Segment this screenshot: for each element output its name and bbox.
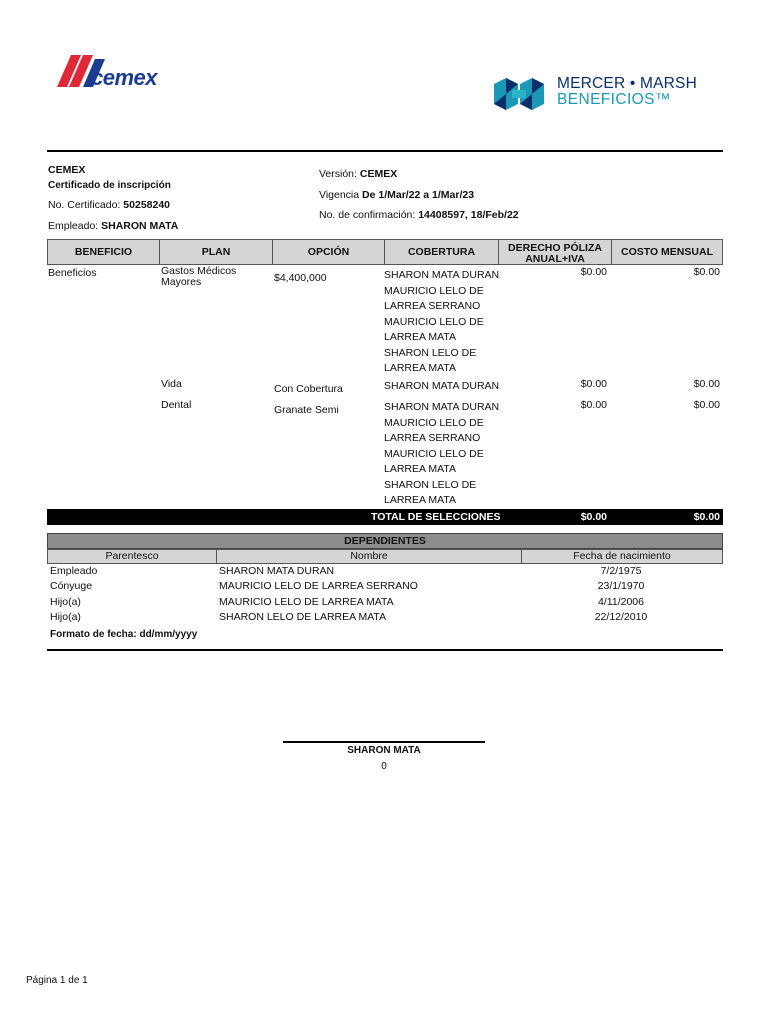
- col-costo: COSTO MENSUAL: [621, 246, 713, 258]
- coverage-line: LARREA MATA: [384, 494, 456, 506]
- mercer-line1: MERCER • MARSH: [557, 75, 697, 92]
- total-costo: $0.00: [693, 511, 720, 523]
- row2-derecho: $0.00: [580, 378, 607, 390]
- cemex-logo: [47, 53, 172, 89]
- signature-line: [283, 741, 485, 743]
- row2-coverage: [384, 379, 499, 395]
- mercer-mark-icon: [492, 76, 552, 112]
- certificate-number: [48, 199, 170, 211]
- row1-coverage: [384, 268, 499, 377]
- col-plan: PLAN: [160, 240, 273, 264]
- col-nombre: Nombre: [217, 550, 522, 563]
- coverage-line: MAURICIO LELO DE: [384, 447, 484, 460]
- benefits-table-header: [47, 239, 723, 265]
- coverage-line: MAURICIO LELO DE: [384, 416, 484, 429]
- dependents-title: DEPENDIENTES: [47, 533, 723, 549]
- col-parentesco: Parentesco: [48, 550, 217, 563]
- col-opcion: OPCIÓN: [273, 240, 385, 264]
- coverage-line: LARREA MATA: [384, 362, 456, 374]
- coverage-line: SHARON LELO DE: [384, 346, 477, 359]
- total-label: TOTAL DE SELECCIONES: [371, 511, 501, 523]
- row1-derecho: $0.00: [580, 266, 607, 278]
- cert-value: 50258240: [123, 199, 171, 211]
- date-format-note: Formato de fecha: dd/mm/yyyy: [50, 629, 198, 640]
- dependent-row: [47, 580, 723, 595]
- signature-number: 0: [381, 761, 387, 772]
- confirm-value: 14408597, 18/Feb/22: [418, 209, 519, 221]
- dependent-dob: 22/12/2010: [594, 611, 648, 623]
- row3-option: Granate Semi: [274, 404, 339, 416]
- dependent-name: MAURICIO LELO DE LARREA SERRANO: [219, 580, 418, 592]
- coverage-line: LARREA MATA: [384, 463, 456, 475]
- cemex-wordmark: cemex: [91, 65, 158, 90]
- dependent-dob: 7/2/1975: [600, 565, 642, 577]
- row2-option: Con Cobertura: [274, 383, 343, 395]
- dependent-rel: Cónyuge: [50, 580, 93, 592]
- col-derecho: DERECHO PÓLIZA ANUAL+IVA: [499, 240, 612, 264]
- total-bar: [47, 509, 723, 525]
- benefit-group: Beneficios: [48, 267, 97, 279]
- dependent-rel: Empleado: [50, 565, 98, 577]
- row1-option: $4,400,000: [274, 272, 327, 284]
- col-beneficio: BENEFICIO: [48, 240, 160, 264]
- version-label: Versión:: [319, 168, 357, 180]
- coverage-line: LARREA SERRANO: [384, 300, 481, 312]
- dependent-rel: Hijo(a): [50, 611, 81, 623]
- confirm-label: No. de confirmación:: [319, 209, 416, 221]
- dependent-row: [47, 611, 723, 626]
- vigencia-value: De 1/Mar/22 a 1/Mar/23: [362, 189, 475, 201]
- employee-value: SHARON MATA: [101, 220, 179, 232]
- employee-label: Empleado:: [48, 220, 99, 232]
- row3-costo: $0.00: [693, 399, 720, 411]
- mercer-marsh-logo: [492, 76, 707, 114]
- confirmation: [319, 209, 519, 221]
- version: [319, 168, 397, 180]
- col-fecha: Fecha de nacimiento: [573, 550, 671, 562]
- employee: [48, 220, 178, 232]
- coverage-line: MAURICIO LELO DE: [384, 315, 484, 328]
- dependent-name: SHARON LELO DE LARREA MATA: [219, 611, 387, 623]
- dependent-row: [47, 596, 723, 611]
- dependent-row: [47, 565, 723, 580]
- bottom-divider: [47, 649, 723, 651]
- dependent-name: SHARON MATA DURAN: [219, 565, 335, 577]
- row3-coverage: [384, 400, 499, 509]
- dependent-name: MAURICIO LELO DE LARREA MATA: [219, 596, 394, 608]
- coverage-line: MAURICIO LELO DE: [384, 284, 484, 297]
- coverage-line: LARREA MATA: [384, 331, 456, 343]
- dependent-dob: 23/1/1970: [597, 580, 645, 592]
- vigencia: [319, 189, 474, 201]
- cert-label: No. Certificado:: [48, 199, 121, 211]
- coverage-line: SHARON MATA DURAN: [384, 269, 500, 281]
- coverage-line: SHARON MATA DURAN: [384, 401, 500, 413]
- company-name: CEMEX: [48, 164, 86, 176]
- total-derecho: $0.00: [580, 511, 607, 523]
- vigencia-label: Vigencia: [319, 189, 360, 201]
- row3-derecho: $0.00: [580, 399, 607, 411]
- coverage-line: SHARON MATA DURAN: [384, 380, 500, 392]
- row2-costo: $0.00: [693, 378, 720, 390]
- version-value: CEMEX: [359, 168, 398, 180]
- top-divider: [47, 150, 723, 152]
- doc-title: Certificado de inscripción: [48, 180, 171, 191]
- coverage-line: LARREA SERRANO: [384, 432, 481, 444]
- row2-plan: Vida: [161, 378, 182, 390]
- col-cobertura: COBERTURA: [385, 240, 499, 264]
- row1-plan: Gastos Médicos Mayores: [161, 265, 237, 288]
- signature-name: SHARON MATA: [347, 745, 421, 756]
- mercer-line2: BENEFICIOS™: [557, 91, 671, 108]
- page-number: Página 1 de 1: [26, 975, 88, 986]
- dependents-header: [47, 549, 723, 564]
- dependent-rel: Hijo(a): [50, 596, 81, 608]
- coverage-line: SHARON LELO DE: [384, 478, 477, 491]
- row1-costo: $0.00: [693, 266, 720, 278]
- dependent-dob: 4/11/2006: [598, 596, 644, 608]
- row3-plan: Dental: [161, 399, 192, 411]
